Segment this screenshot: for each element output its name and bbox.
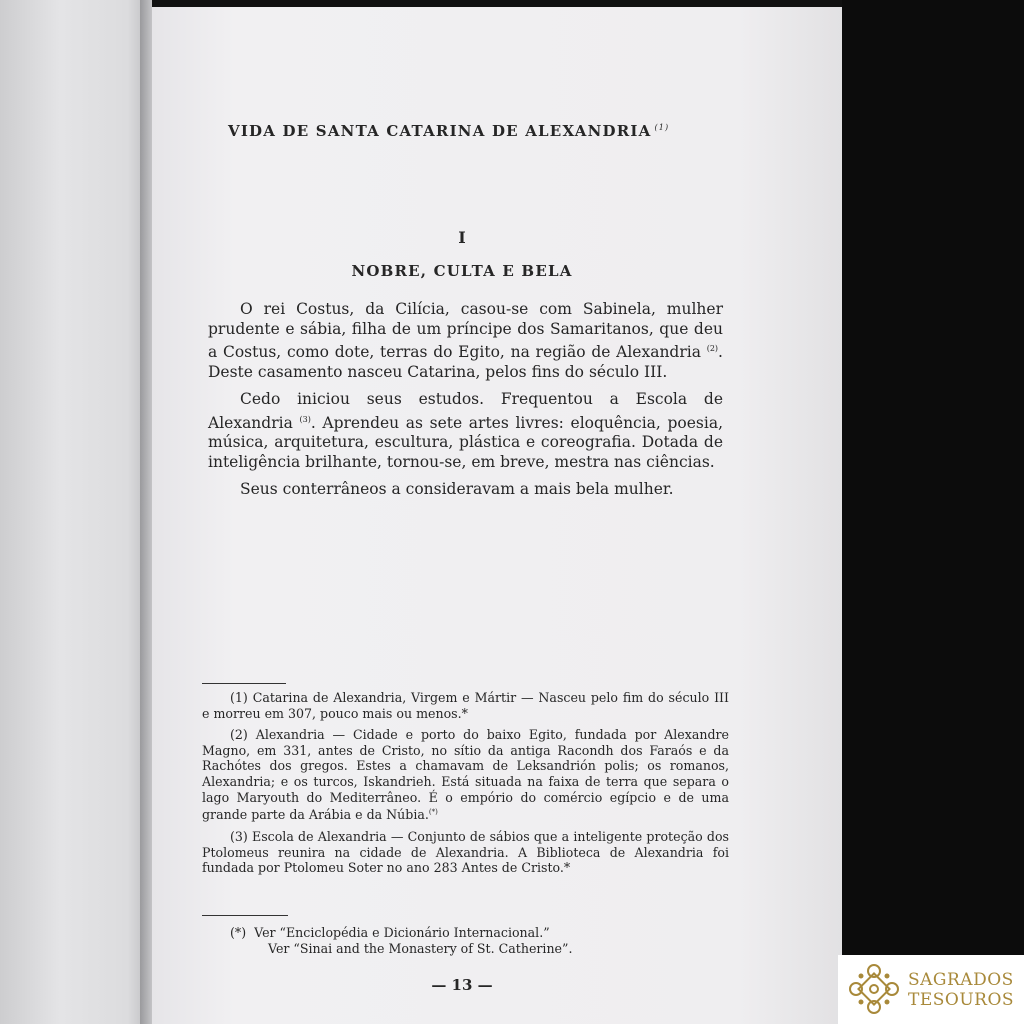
footnote-rule [202,683,286,684]
extra-ref-line [230,941,572,957]
paragraph-text: O rei Costus, da Cilícia, casou-se com Sabinela, mulher prudente e sábia, filha de um príncipe dos Samaritanos, que deu a Costus, como dote, terras do Egito, na região de Alexandria [208,300,723,362]
paragraph-text-cont: . Aprendeu as sete artes livres: eloquência, poesia, música, arquitetura, escultura, plástica e coreografia. Dotada de inteligência brilhante, tornou-se, em breve, mestra nas ciências. [208,413,724,471]
title-note: (1) [654,123,670,132]
book-title-text: VIDA DE SANTA CATARINA DE ALEXANDRIA [228,122,652,140]
paragraph-text-cont: . Deste casamento nasceu Catarina, pelos fins do século III. [208,343,723,381]
top-shadow [152,0,842,7]
paragraph [208,300,723,382]
footnote-mark: (*) [428,808,438,817]
paragraph [208,480,723,500]
ornament-icon [846,961,902,1017]
note-ref: (3) [299,414,311,424]
paragraph-text: Cedo iniciou seus estudos. Frequentou a Escola de Alexandria [208,390,723,432]
extra-ref-line [230,925,572,941]
footnote-text: (1) Catarina de Alexandria, Virgem e Mártir — Nasceu pelo fim do século III e morreu em 307, pouco mais ou menos.* [202,690,729,721]
footnote-text: (2) Alexandria — Cidade e porto do baixo Egito, fundada por Alexandre Magno, em 331, antes de Cristo, no sítio da antiga Racondh dos Faraós e da Rachótes dos gregos. Estes a chamavam de Leksandrión polis; os romanos, Alexandria; e os turcos, Iskandrieh. Está situada na faixa de terra que separa o lago Maryouth do Mediterrâneo. É o empório do comércio egípcio e de uma grande parte da Arábia e da Núbia. [202,727,729,823]
book-page [152,0,842,1024]
footnote [202,690,729,721]
footnote [202,727,729,823]
logo-line1: SAGRADOS [908,970,1014,990]
extra-ref-text: Ver “Enciclopédia e Dicionário Internacional.” [254,925,550,940]
footnote [202,829,729,876]
paragraph [208,390,723,472]
footnote-text: (3) Escola de Alexandria — Conjunto de sábios que a inteligente proteção dos Ptolomeus reunira na cidade de Alexandria. A Biblioteca de Alexandria foi fundada por Ptolomeu Soter no ano 283 Antes de Cristo.* [202,828,729,876]
paragraph-text: Seus conterrâneos a consideravam a mais bela mulher. [240,480,674,499]
body-text [208,300,723,508]
watermark-logo [838,955,1024,1024]
book-title [228,122,828,140]
extra-ref-text: Ver “Sinai and the Monastery of St. Catherine”. [268,941,573,956]
left-page [0,0,150,1024]
logo-line2: TESOUROS [908,990,1015,1010]
extra-ref-marker: (*) [230,925,247,940]
chapter-title: NOBRE, CULTA E BELA [351,262,573,280]
note-ref: (2) [706,344,719,353]
footnotes [202,690,729,882]
page-number: — 13 — [431,976,493,994]
extra-references [230,925,572,957]
chapter-number: I [458,228,466,247]
extra-refs-rule [202,915,288,916]
